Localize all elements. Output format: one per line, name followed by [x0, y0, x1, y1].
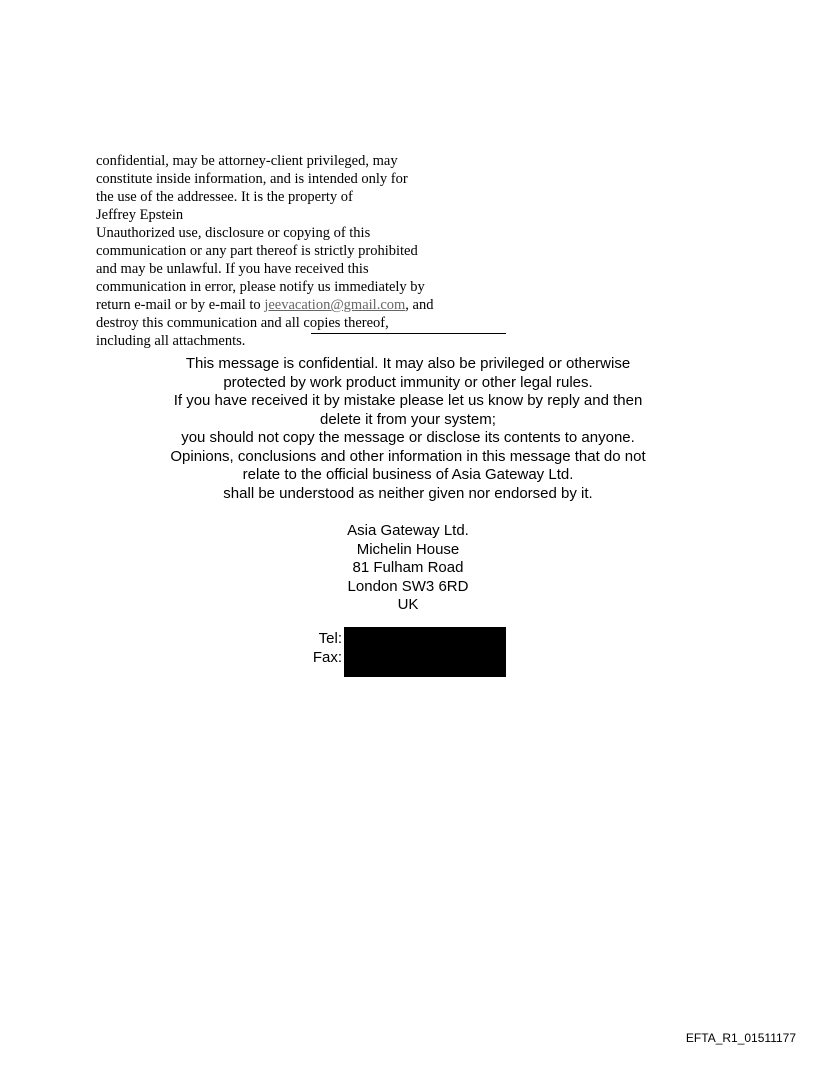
- address-line: London SW3 6RD: [347, 577, 469, 595]
- redaction-box: [344, 627, 506, 677]
- notice-line: communication in error, please notify us immediately by: [96, 279, 425, 295]
- address-block: [100, 522, 716, 615]
- disclaimer-line: shall be understood as neither given nor endorsed by it.: [223, 484, 593, 502]
- notice-line: destroy this communication and all copies thereof,: [96, 315, 389, 331]
- notice-line: and may be unlawful. If you have received this: [96, 261, 369, 277]
- notice-text: return e-mail or by e-mail to: [96, 297, 265, 313]
- notice-line: Jeffrey Epstein: [96, 207, 184, 223]
- notice-line: [96, 296, 433, 314]
- disclaimer-line: relate to the official business of Asia Gateway Ltd.: [242, 466, 574, 483]
- disclaimer-line: This message is confidential. It may also be privileged or otherwise: [185, 355, 631, 372]
- disclaimer: [100, 355, 716, 503]
- notice-line: the use of the addressee. It is the property of: [96, 189, 353, 205]
- notice-line: confidential, may be attorney-client privileged, may: [96, 153, 398, 169]
- disclaimer-line: If you have received it by mistake please let us know by reply and then: [173, 392, 643, 409]
- divider: [311, 333, 506, 334]
- notice-line: constitute inside information, and is intended only for: [96, 171, 408, 187]
- address-line: UK: [397, 596, 419, 613]
- notice-text: , and: [405, 297, 434, 313]
- notice-line: including all attachments.: [96, 333, 246, 349]
- confidentiality-notice: [96, 152, 433, 350]
- disclaimer-line: you should not copy the message or disclose its contents to anyone.: [181, 429, 635, 446]
- disclaimer-line: delete it from your system;: [320, 410, 496, 428]
- disclaimer-line: protected by work product immunity or other legal rules.: [223, 373, 593, 391]
- address-line: Michelin House: [356, 540, 460, 558]
- email-link[interactable]: jeevacation@gmail.com: [264, 297, 406, 313]
- address-line: Asia Gateway Ltd.: [347, 522, 469, 539]
- notice-line: communication or any part thereof is strictly prohibited: [96, 243, 418, 259]
- contact-labels: [308, 630, 342, 667]
- tel-label: Tel:: [318, 630, 342, 647]
- address-line: 81 Fulham Road: [352, 559, 464, 576]
- disclaimer-line: Opinions, conclusions and other information in this message that do not: [170, 447, 646, 465]
- document-id: EFTA_R1_01511177: [685, 1031, 796, 1045]
- fax-label: Fax:: [312, 648, 342, 666]
- notice-line: Unauthorized use, disclosure or copying of this: [96, 225, 371, 241]
